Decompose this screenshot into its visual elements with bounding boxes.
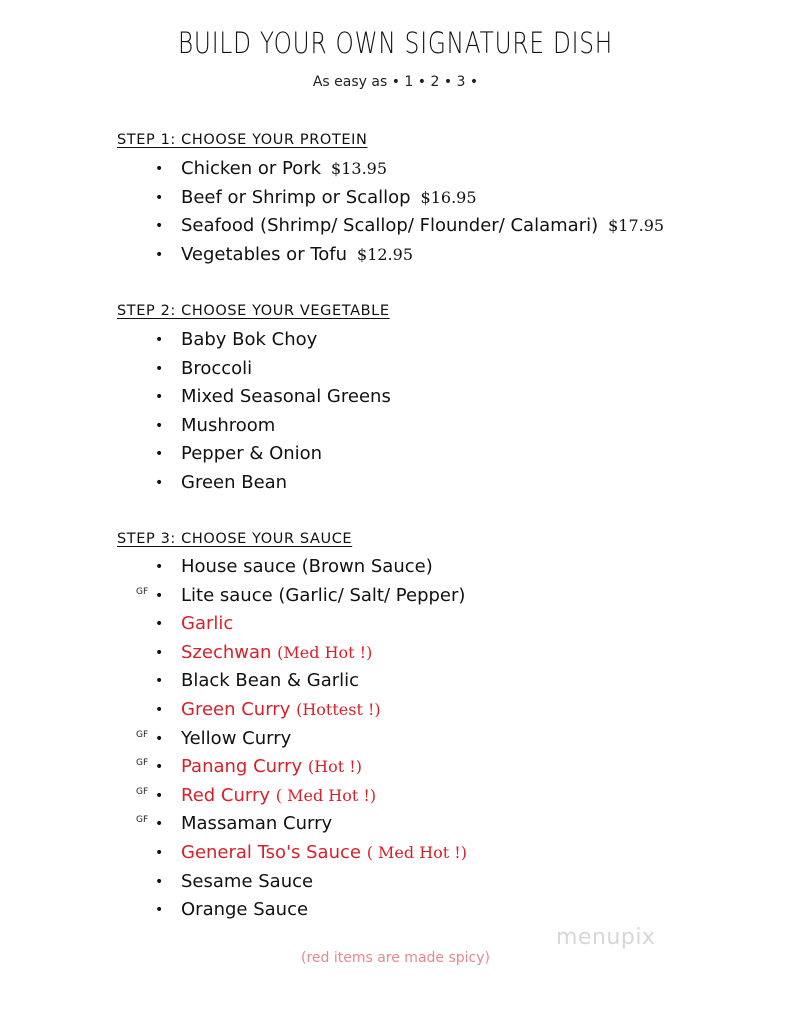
page-title: BUILD YOUR OWN SIGNATURE DISH — [177, 26, 614, 60]
sauce-name: Yellow Curry — [181, 727, 292, 749]
gluten-free-badge: GF — [136, 786, 149, 797]
bullet-icon: • — [155, 902, 164, 919]
gluten-free-badge: GF — [136, 586, 149, 597]
sauce-name: Red Curry — [181, 784, 271, 806]
vegetable-name: Mixed Seasonal Greens — [181, 386, 391, 408]
page-subtitle: As easy as • 1 • 2 • 3 • — [312, 74, 479, 90]
bullet-icon: • — [155, 816, 164, 833]
vegetable-name: Broccoli — [181, 357, 253, 379]
protein-name: Vegetables or Tofu — [181, 243, 348, 265]
heat-note: (Med Hot !) — [277, 642, 373, 662]
sauce-name: Orange Sauce — [181, 899, 309, 921]
sauce-name: Black Bean & Garlic — [181, 670, 360, 692]
step1-heading: STEP 1: CHOOSE YOUR PROTEIN — [117, 132, 368, 148]
protein-name: Chicken or Pork — [181, 158, 322, 179]
vegetable-name: Baby Bok Choy — [181, 329, 318, 350]
bullet-icon: • — [155, 332, 164, 348]
gluten-free-badge: GF — [136, 758, 149, 769]
sauce-name: House sauce (Brown Sauce) — [181, 556, 433, 577]
bullet-icon: • — [155, 246, 164, 263]
protein-price: $12.95 — [357, 244, 413, 264]
sauce-name: Lite sauce (Garlic/ Salt/ Pepper) — [181, 584, 466, 606]
sauce-name: Szechwan — [181, 641, 272, 663]
vegetable-name: Pepper & Onion — [181, 443, 323, 465]
bullet-icon: • — [155, 360, 164, 377]
bullet-icon: • — [155, 701, 164, 718]
bullet-icon: • — [155, 218, 164, 235]
heat-note: (Hot !) — [307, 757, 362, 777]
bullet-icon: • — [155, 673, 164, 690]
bullet-icon: • — [155, 873, 164, 890]
gluten-free-badge: GF — [136, 815, 149, 826]
bullet-icon: • — [155, 417, 164, 434]
bullet-icon: • — [155, 730, 164, 747]
bullet-icon: • — [155, 616, 164, 633]
bullet-icon: • — [155, 759, 164, 776]
bullet-icon: • — [155, 644, 164, 661]
heat-note: (Hottest !) — [296, 699, 381, 719]
bullet-icon: • — [155, 474, 164, 491]
protein-price: $16.95 — [420, 187, 477, 207]
bullet-icon: • — [155, 389, 164, 406]
heat-note: ( Med Hot !) — [275, 785, 377, 805]
sauce-name: Garlic — [181, 613, 234, 635]
gluten-free-badge: GF — [136, 729, 149, 740]
bullet-icon: • — [155, 189, 164, 206]
bullet-icon: • — [155, 161, 164, 177]
bullet-icon: • — [155, 787, 164, 804]
step3-heading: STEP 3: CHOOSE YOUR SAUCE — [117, 531, 353, 547]
bullet-icon: • — [155, 587, 164, 604]
protein-name: Beef or Shrimp or Scallop — [181, 186, 411, 208]
sauce-name: Green Curry — [181, 698, 291, 720]
bullet-icon: • — [155, 844, 164, 861]
bullet-icon: • — [155, 559, 164, 575]
vegetable-name: Mushroom — [181, 414, 276, 436]
bullet-icon: • — [155, 446, 164, 463]
sauce-name: Massaman Curry — [181, 813, 333, 835]
protein-price: $17.95 — [608, 216, 665, 236]
step2-heading: STEP 2: CHOOSE YOUR VEGETABLE — [117, 303, 390, 319]
heat-note: ( Med Hot !) — [366, 842, 467, 862]
sauce-name: General Tso's Sauce — [181, 841, 361, 863]
vegetable-name: Green Bean — [181, 471, 288, 493]
protein-name: Seafood (Shrimp/ Scallop/ Flounder/ Calamari) — [181, 215, 599, 237]
sauce-name: Sesame Sauce — [181, 870, 314, 892]
protein-price: $13.95 — [331, 159, 388, 178]
sauce-name: Panang Curry — [181, 756, 303, 778]
menupix-watermark: menupix — [556, 925, 656, 950]
spicy-legend-note: (red items are made spicy) — [300, 950, 490, 966]
